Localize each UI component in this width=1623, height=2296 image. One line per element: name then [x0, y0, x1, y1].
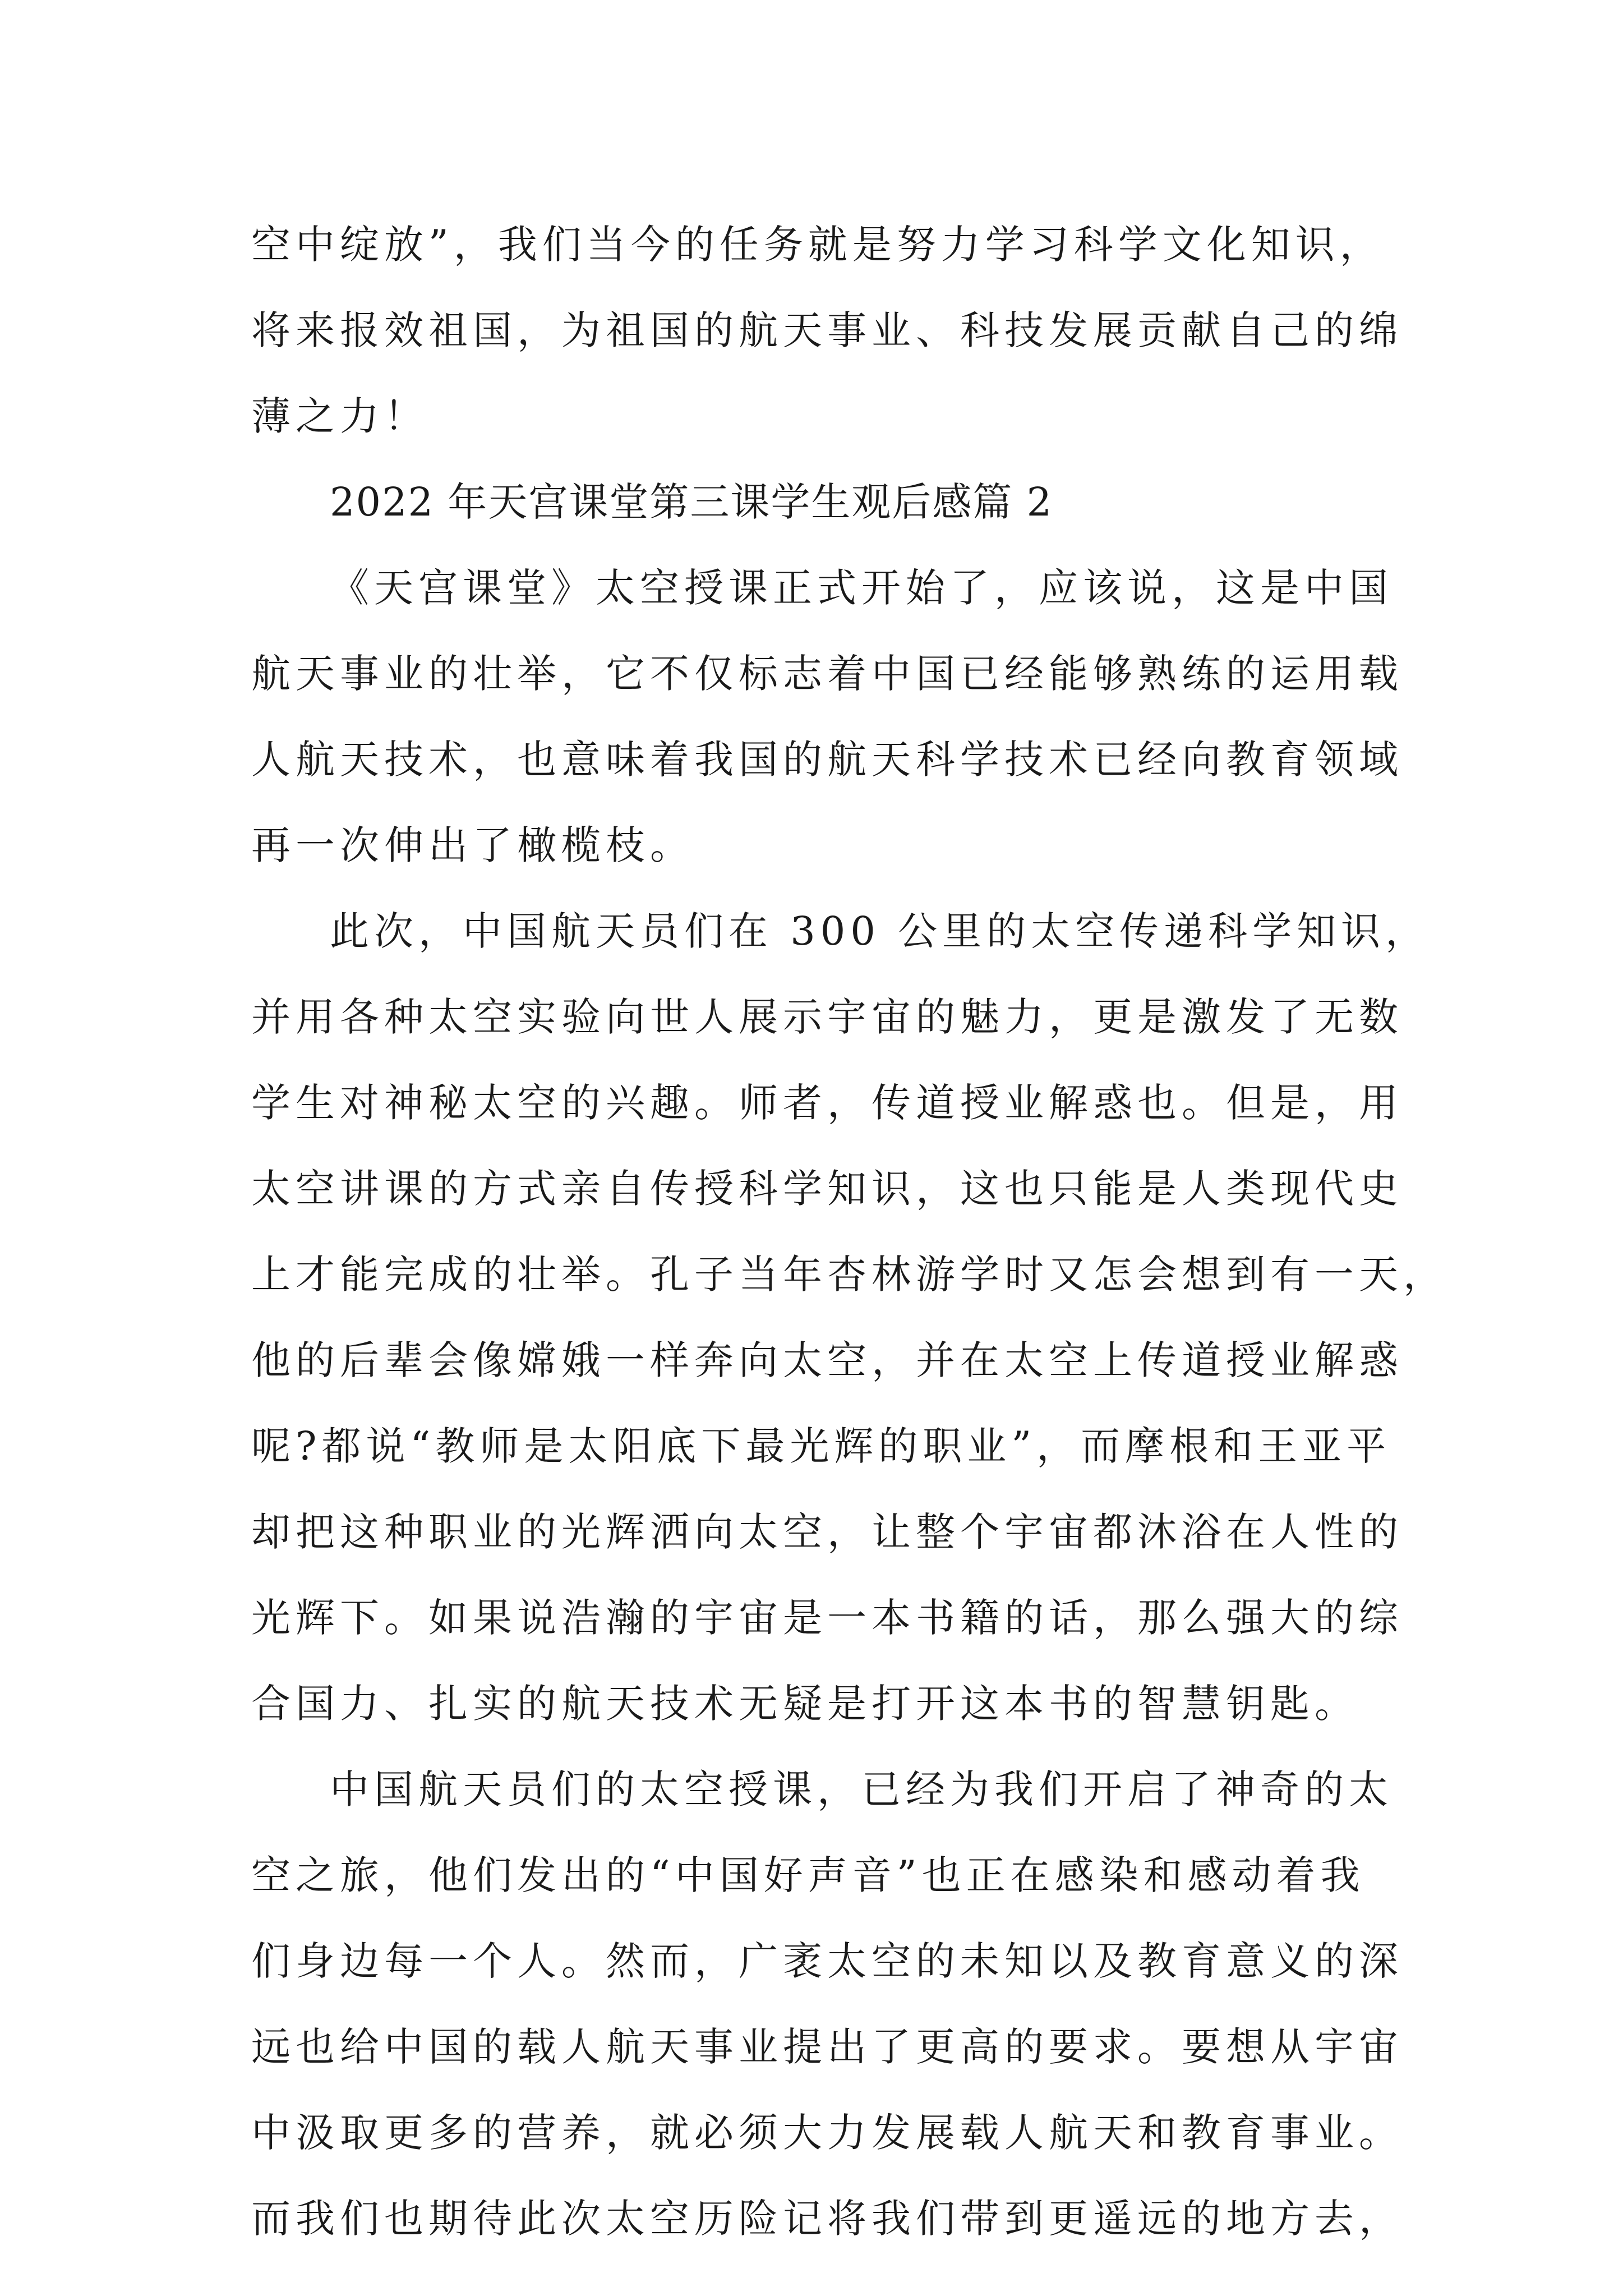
- text-line: 合国力、扎实的航天技术无疑是打开这本书的智慧钥匙。: [251, 1681, 1359, 1727]
- text-line: 空之旅，他们发出的“中国好声音”也正在感染和感动着我: [251, 1852, 1365, 1898]
- text-line: 太空讲课的方式亲自传授科学知识，这也只能是人类现代史: [251, 1166, 1403, 1212]
- text-line: 将来报效祖国，为祖国的航天事业、科技发展贡献自己的绵: [251, 307, 1403, 353]
- document-body: [251, 202, 1447, 2262]
- text-line: 却把这种职业的光辉洒向太空，让整个宇宙都沐浴在人性的: [251, 1509, 1403, 1555]
- text-line: 呢?都说“教师是太阳底下最光辉的职业”，而摩根和王亚平: [251, 1423, 1391, 1469]
- text-line: 上才能完成的壮举。孔子当年杏林游学时又怎会想到有一天，: [251, 1251, 1447, 1297]
- text-line: 人航天技术，也意味着我国的航天科学技术已经向教育领域: [251, 737, 1403, 783]
- text-line: 并用各种太空实验向世人展示宇宙的魅力，更是激发了无数: [251, 994, 1403, 1040]
- text-line: 而我们也期待此次太空历险记将我们带到更遥远的地方去，: [251, 2196, 1403, 2242]
- text-line: 中汲取更多的营养，就必须大力发展载人航天和教育事业。: [251, 2110, 1403, 2156]
- text-line: 光辉下。如果说浩瀚的宇宙是一本书籍的话，那么强大的综: [251, 1595, 1403, 1641]
- text-line: 薄之力！: [251, 393, 428, 439]
- text-line: 远也给中国的载人航天事业提出了更高的要求。要想从宇宙: [251, 2024, 1403, 2070]
- text-line: 们身边每一个人。然而，广袤太空的未知以及教育意义的深: [251, 1938, 1403, 1984]
- text-line: 再一次伸出了橄榄枝。: [251, 822, 694, 868]
- text-line: 空中绽放”，我们当今的任务就是努力学习科学文化知识，: [251, 222, 1384, 268]
- paragraph-start-line: 中国航天员们的太空授课，已经为我们开启了神奇的太: [330, 1766, 1393, 1812]
- paragraph-start-line: 此次，中国航天员们在 300 公里的太空传递科学知识，: [330, 908, 1430, 954]
- text-line: 航天事业的壮举，它不仅标志着中国已经能够熟练的运用载: [251, 651, 1403, 697]
- paragraph-start-line: 《天宫课堂》太空授课正式开始了，应该说，这是中国: [330, 565, 1393, 611]
- text-line: 学生对神秘太空的兴趣。师者，传道授业解惑也。但是，用: [251, 1080, 1403, 1126]
- text-line: 他的后辈会像嫦娥一样奔向太空，并在太空上传道授业解惑: [251, 1337, 1403, 1383]
- section-heading: 2022 年天宫课堂第三课学生观后感篇 2: [330, 479, 1053, 525]
